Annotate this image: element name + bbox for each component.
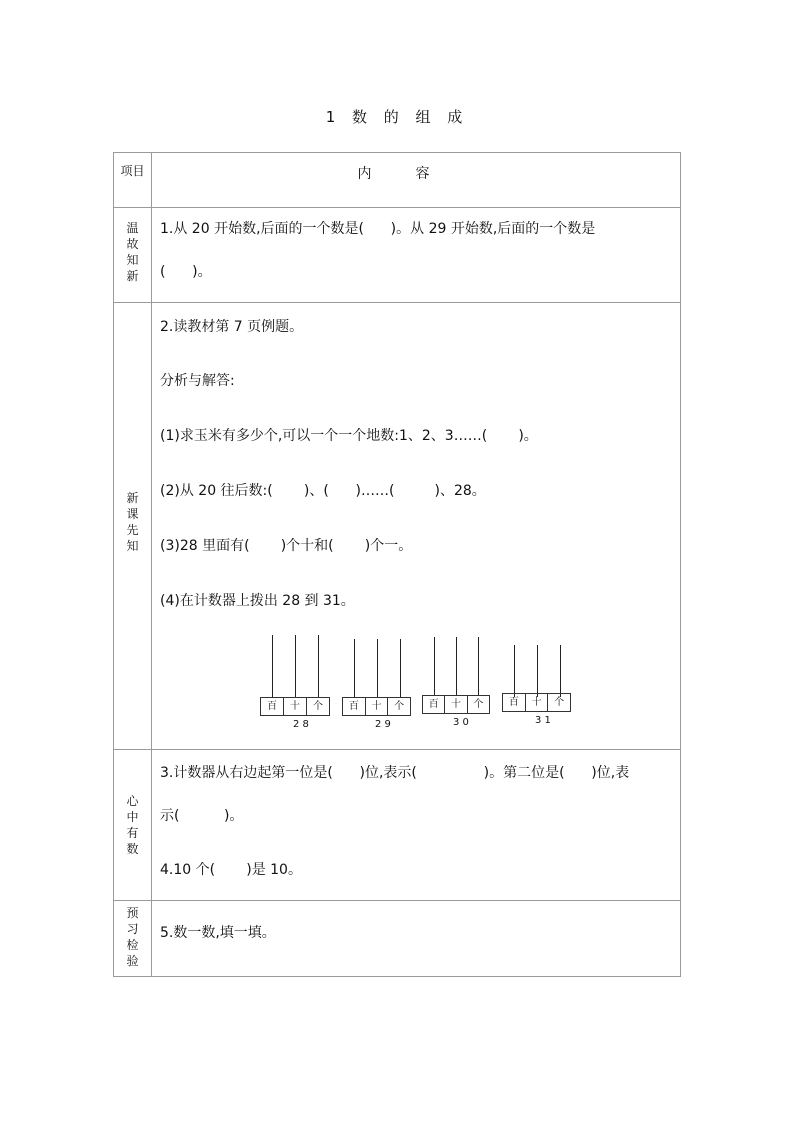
abacus-rod: [377, 639, 378, 697]
hundreds-label: 百: [261, 698, 284, 715]
abacus-base: [422, 695, 490, 714]
hundreds-label: 百: [343, 698, 366, 715]
abacus-number: 2 8: [293, 719, 309, 730]
row-divider: [114, 900, 680, 901]
tens-label: 十: [366, 698, 389, 715]
tens-label: 十: [284, 698, 307, 715]
category-understanding-label: 心中有数: [126, 794, 139, 856]
abacus-rod: [560, 645, 561, 697]
abacus-base: [260, 697, 330, 716]
row-divider: [114, 302, 680, 303]
abacus-rod: [478, 637, 479, 695]
tens-label: 十: [526, 694, 549, 711]
analysis-heading: 分析与解答:: [160, 373, 235, 389]
header-project: [114, 163, 151, 179]
column-divider: [151, 153, 152, 976]
row-divider: [114, 207, 680, 208]
abacus-rod: [400, 639, 401, 697]
worksheet-table: [113, 152, 681, 977]
part-1: (1)求玉米有多少个,可以一个一个地数:1、2、3……( )。: [160, 428, 538, 444]
header-project-label: 项目: [120, 164, 145, 178]
part-4: (4)在计数器上拨出 28 到 31。: [160, 593, 355, 609]
abacus-number: 3 1: [535, 715, 551, 726]
question-3-line-2: 示( )。: [160, 808, 244, 824]
abacus-29: [342, 635, 411, 735]
category-review: [114, 220, 151, 284]
ones-label: 个: [473, 699, 484, 710]
abacus-base: [342, 697, 411, 716]
abacus-rod: [295, 635, 296, 697]
abacus-rod: [537, 645, 538, 697]
question-1-line-2: ( )。: [160, 264, 212, 280]
question-4: 4.10 个( )是 10。: [160, 862, 302, 878]
ones-label: 个: [394, 701, 405, 712]
category-preview-check-label: 预习检验: [126, 906, 139, 968]
category-understanding: [114, 793, 151, 857]
abacus-rod: [514, 645, 515, 697]
category-new-lesson: [114, 490, 151, 554]
category-new-lesson-label: 新课先知: [126, 491, 139, 553]
ones-label: 个: [313, 701, 323, 712]
abacus-rod: [456, 637, 457, 695]
header-content: 内容: [357, 166, 474, 182]
abacus-rod: [272, 635, 273, 697]
abacus-28: [260, 635, 330, 735]
question-5: 5.数一数,填一填。: [160, 925, 276, 941]
question-3-line-1: 3.计数器从右边起第一位是( )位,表示( )。第二位是( )位,表: [160, 765, 630, 781]
abacus-rod: [318, 635, 319, 697]
part-2: (2)从 20 往后数:( )、( )……( )、28。: [160, 483, 486, 499]
page-title: 1 数 的 组 成: [325, 108, 469, 126]
question-2: 2.读教材第 7 页例题。: [160, 319, 304, 335]
abacus-30: [422, 635, 490, 735]
category-review-label: 温故知新: [126, 221, 139, 283]
abacus-rod: [434, 637, 435, 695]
row-divider: [114, 749, 680, 750]
hundreds-label: 百: [423, 696, 445, 713]
abacus-31: [502, 635, 571, 735]
ones-label: 个: [554, 697, 565, 708]
hundreds-label: 百: [503, 694, 526, 711]
abacus-base: [502, 693, 571, 712]
tens-label: 十: [445, 696, 467, 713]
category-preview-check: [114, 905, 151, 969]
abacus-number: 3 0: [453, 717, 469, 728]
abacus-rod: [354, 639, 355, 697]
abacus-number: 2 9: [375, 719, 391, 730]
question-1-line-1: 1.从 20 开始数,后面的一个数是( )。从 29 开始数,后面的一个数是: [160, 221, 596, 237]
part-3: (3)28 里面有( )个十和( )个一。: [160, 538, 413, 554]
